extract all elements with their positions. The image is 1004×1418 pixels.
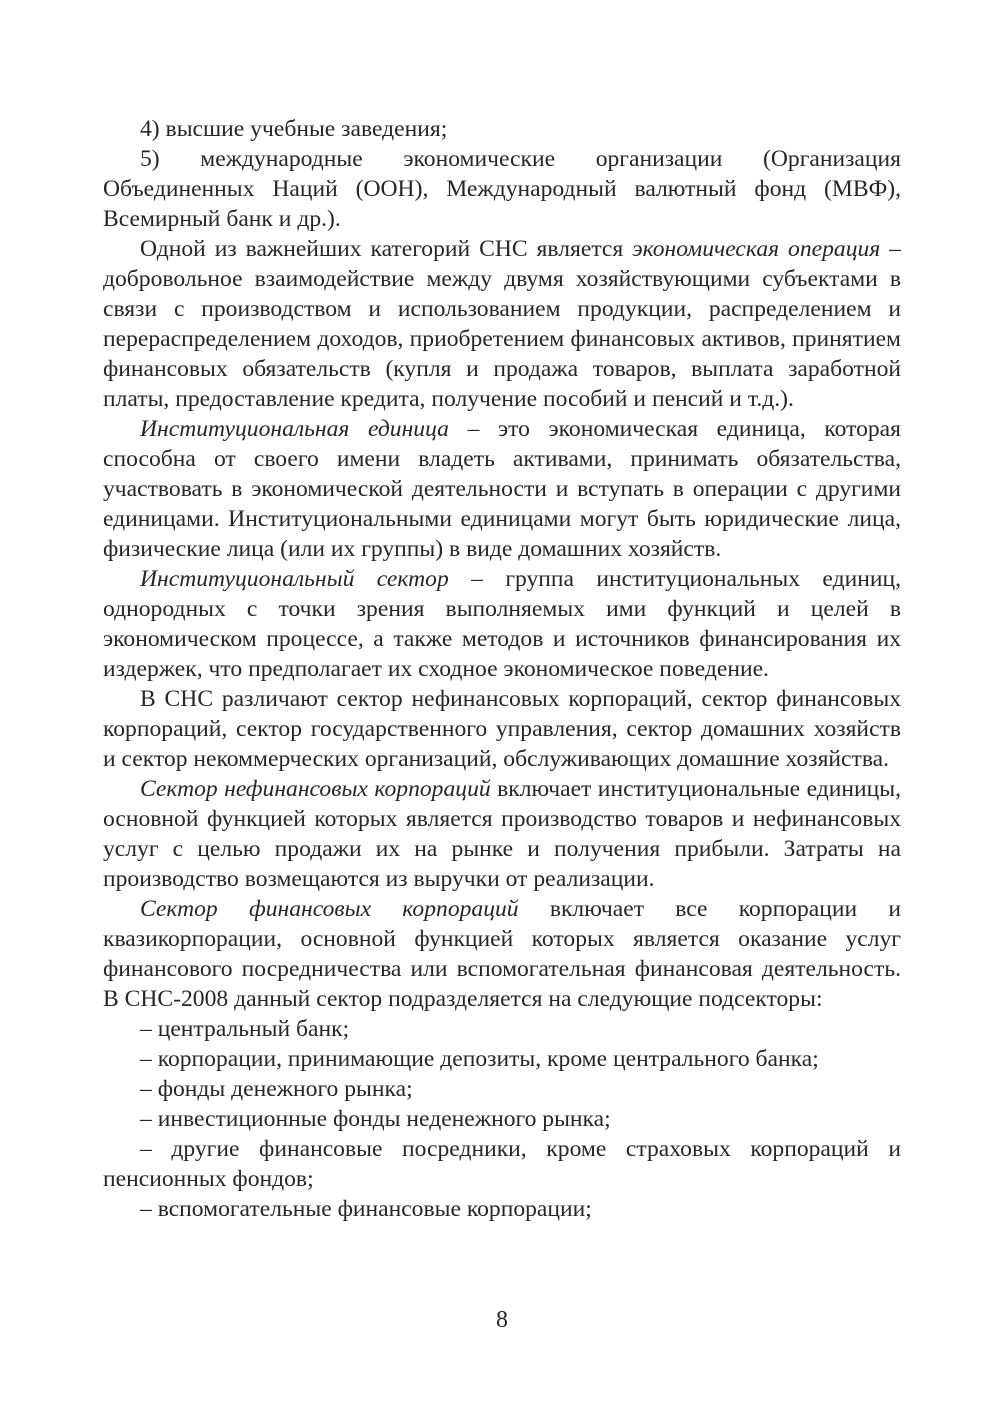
- paragraph-sectors-list: В СНС различают сектор нефинансовых корпораций, сектор финансовых корпораций, сектор государственного управления, сектор домашних хозяйств и сектор некоммерческих организаций, обслуживающих домашние хозяйства.: [103, 686, 901, 772]
- page-body: [103, 114, 901, 1224]
- paragraph-economic-operation: Одной из важнейших категорий СНС является экономическая операция – добровольное взаимодействие между двумя хозяйствующими субъектами в связи с производством и использованием продукции, распределением и перераспределением доходов, приобретением финансовых активов, принятием финансовых обязательств (купля и продажа товаров, выплата заработной платы, предоставление кредита, получение пособий и пенсий и т.д.).: [103, 236, 902, 412]
- term-nonfinancial-corporations: Сектор нефинансовых корпораций: [140, 776, 491, 802]
- list-item-universities: 4) высшие учебные заведения;: [140, 116, 448, 142]
- term-institutional-sector: Институциональный сектор: [140, 566, 449, 592]
- list-item-money-market-funds: – фонды денежного рынка;: [140, 1076, 413, 1102]
- paragraph-nonfinancial-corporations: Сектор нефинансовых корпораций включает институциональные единицы, основной функцией которых является производство товаров и нефинансовых услуг с целью продажи их на рынке и получения прибыли. Затраты на производство возмещаются из выручки от реализации.: [103, 776, 901, 892]
- paragraph-institutional-unit: Институциональная единица – это экономическая единица, которая способна от своего имени владеть активами, принимать обязательства, участвовать в экономической деятельности и вступать в операции с другими единицами. Институциональными единицами могут быть юридические лица, физические лица (или их группы) в виде домашних хозяйств.: [103, 416, 902, 562]
- list-item-international-organizations: 5) международные экономические организации (Организация Объединенных Наций (ООН), Международный валютный фонд (МВФ), Всемирный банк и др.).: [103, 146, 901, 232]
- list-item-other-financial-intermediaries: – другие финансовые посредники, кроме страховых корпораций и пенсионных фондов;: [103, 1136, 901, 1192]
- page-number: 8: [496, 1307, 508, 1333]
- list-item-central-bank: – центральный банк;: [140, 1016, 350, 1042]
- term-institutional-unit: Институциональная единица: [140, 416, 449, 442]
- paragraph-institutional-sector: Институциональный сектор – группа институциональных единиц, однородных с точки зрения выполняемых ими функций и целей в экономическом процессе, а также методов и источников финансирования их издержек, что предполагает их сходное экономическое поведение.: [103, 566, 901, 682]
- list-item-auxiliary-financial-corporations: – вспомогательные финансовые корпорации;: [140, 1196, 592, 1222]
- term-financial-corporations: Сектор финансовых корпораций: [140, 896, 519, 922]
- term-economic-operation: экономическая операция: [632, 236, 881, 262]
- list-item-non-mmf-investment-funds: – инвестиционные фонды неденежного рынка;: [140, 1106, 611, 1132]
- paragraph-financial-corporations: Сектор финансовых корпораций включает все корпорации и квазикорпорации, основной функцией которых является оказание услуг финансового посредничества или вспомогательная финансовая деятельность. В СНС-2008 данный сектор подразделяется на следующие подсекторы:: [103, 896, 901, 1012]
- list-item-deposit-corporations: – корпорации, принимающие депозиты, кроме центрального банка;: [140, 1046, 819, 1072]
